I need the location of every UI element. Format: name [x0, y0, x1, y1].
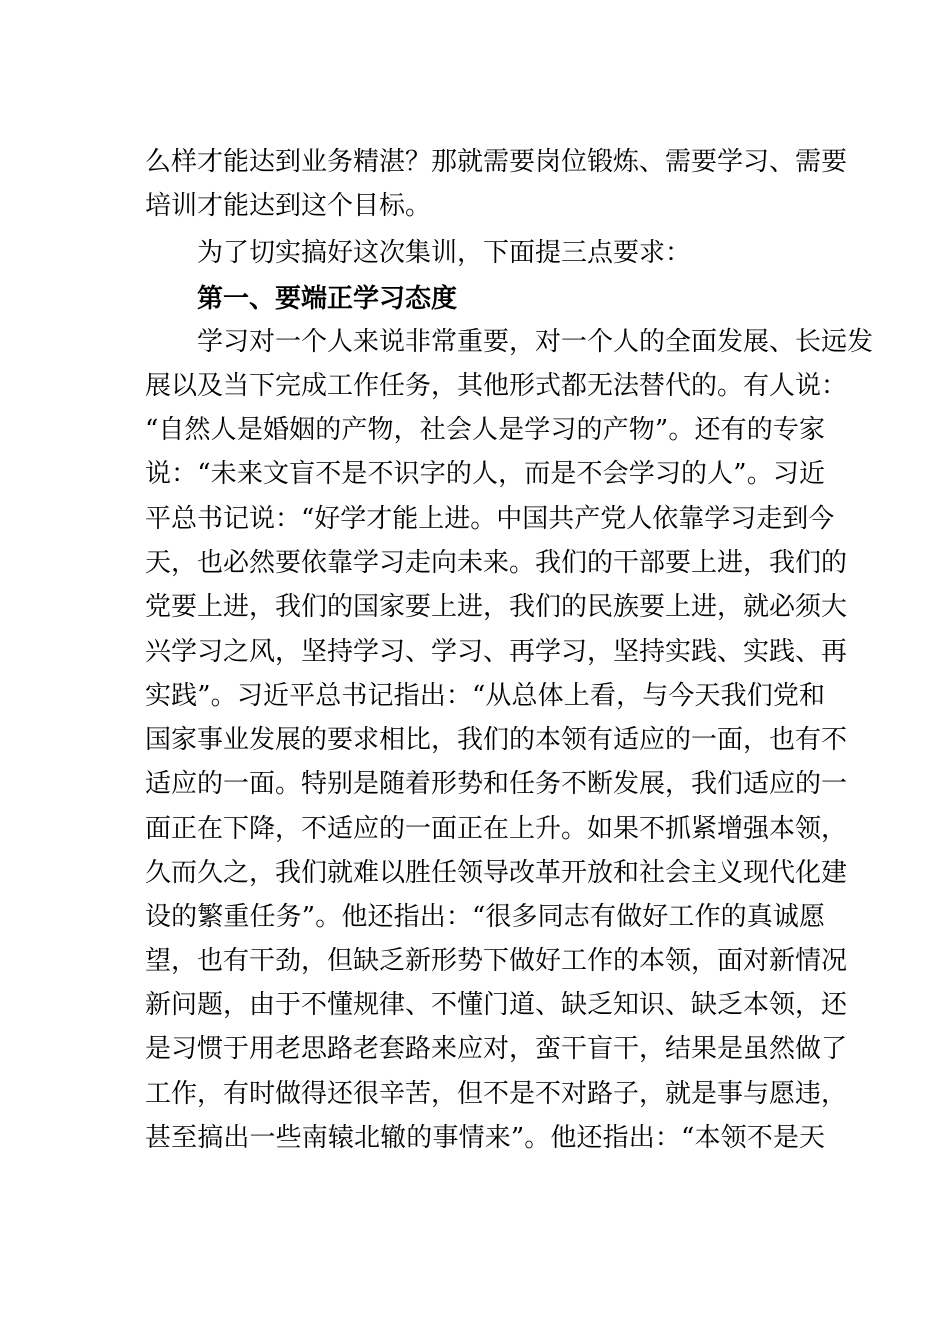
text-line: 适应的一面。特别是随着形势和任务不断发展，我们适应的一: [145, 769, 848, 799]
text-line: 培训才能达到这个目标。: [145, 191, 432, 221]
text-line: 为了切实搞好这次集训，下面提三点要求：: [197, 238, 692, 268]
text-line: 是习惯于用老思路老套路来应对，蛮干盲干，结果是虽然做了: [145, 1034, 848, 1064]
section-heading: 第一、要端正学习态度: [197, 284, 458, 314]
text-line: 兴学习之风，坚持学习、学习、再学习，坚持实践、实践、再: [145, 637, 848, 667]
text-line: 面正在下降，不适应的一面正在上升。如果不抓紧增强本领，: [145, 814, 848, 844]
text-line: 党要上进，我们的国家要上进，我们的民族要上进，就必须大: [145, 592, 848, 622]
text-line: 展以及当下完成工作任务，其他形式都无法替代的。有人说：: [145, 371, 848, 401]
text-line: 学习对一个人来说非常重要，对一个人的全面发展、长远发: [197, 327, 874, 357]
text-line: 设的繁重任务”。他还指出：“很多同志有做好工作的真诚愿: [145, 902, 825, 932]
text-line: 新问题，由于不懂规律、不懂门道、缺乏知识、缺乏本领，还: [145, 990, 848, 1020]
text-line: “自然人是婚姻的产物，社会人是学习的产物”。还有的专家: [145, 415, 825, 445]
text-line: 望，也有干劲，但缺乏新形势下做好工作的本领，面对新情况: [145, 946, 848, 976]
text-line: 说：“未来文盲不是不识字的人，而是不会学习的人”。习近: [145, 459, 825, 489]
text-line: 么样才能达到业务精湛？那就需要岗位锻炼、需要学习、需要: [145, 147, 848, 177]
text-line: 工作，有时做得还很辛苦，但不是不对路子，就是事与愿违，: [145, 1079, 848, 1109]
text-line: 久而久之，我们就难以胜任领导改革开放和社会主义现代化建: [145, 858, 848, 888]
text-line: 国家事业发展的要求相比，我们的本领有适应的一面，也有不: [145, 725, 848, 755]
text-line: 天，也必然要依靠学习走向未来。我们的干部要上进，我们的: [145, 548, 848, 578]
text-line: 甚至搞出一些南辕北辙的事情来”。他还指出：“本领不是天: [145, 1123, 825, 1153]
text-line: 平总书记说：“好学才能上进。中国共产党人依靠学习走到今: [145, 504, 835, 534]
text-line: 实践”。习近平总书记指出：“从总体上看，与今天我们党和: [145, 681, 825, 711]
